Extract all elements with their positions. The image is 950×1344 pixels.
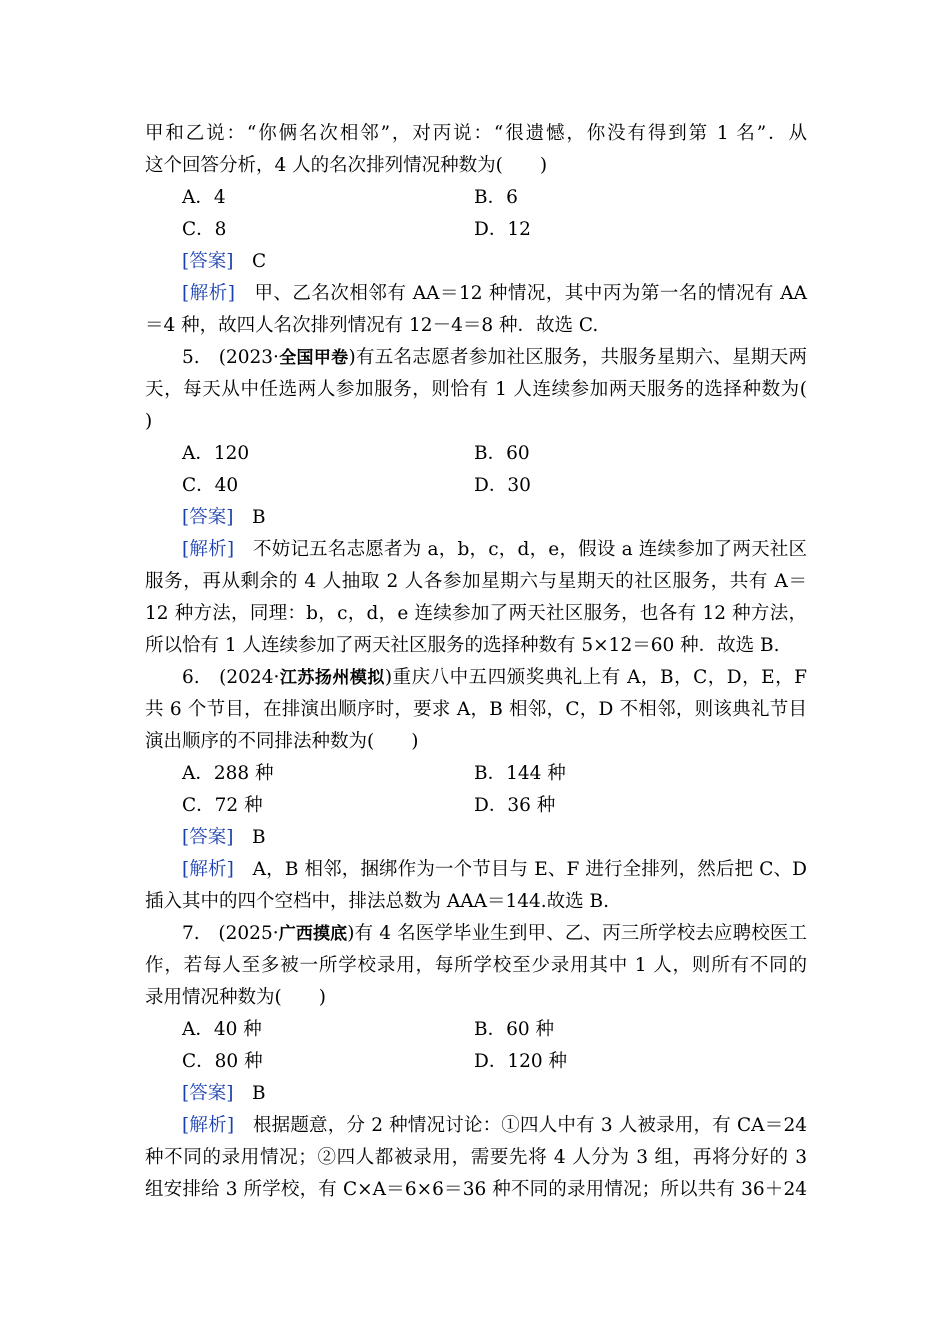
q7-stem-line-3: 录用情况种数为( ) xyxy=(145,987,326,1008)
q5-stem-line-1: 5. (2023·全国甲卷)有五名志愿者参加社区服务，共服务星期六、星期天两 xyxy=(182,347,807,368)
q5-stem-line-3: ) xyxy=(145,411,153,432)
answer-tag: [答案] xyxy=(182,827,234,848)
q7-analysis-line-3: 组安排给 3 所学校，有 C×A＝6×6＝36 种不同的录用情况；所以共有 36＋24 xyxy=(145,1179,807,1200)
answer-tag: [答案] xyxy=(182,251,234,272)
answer-tag: [答案] xyxy=(182,1083,234,1104)
q6-analysis-line-2: 插入其中的四个空档中，排法总数为 AAA＝144.故选 B. xyxy=(145,891,610,912)
q7-analysis-line-1: [解析] 根据题意，分 2 种情况讨论：①四人中有 3 人被录用，有 CA＝24 xyxy=(182,1115,807,1136)
q7-option-b: B．60 种 xyxy=(474,1019,555,1040)
q7-option-a: A．40 种 xyxy=(182,1019,262,1040)
q5-analysis-line-2: 服务，再从剩余的 4 人抽取 2 人各参加星期六与星期天的社区服务，共有 A＝ xyxy=(145,571,807,592)
q6-analysis-line-1: [解析] A，B 相邻，捆绑作为一个节目与 E、F 进行全排列，然后把 C、D xyxy=(182,859,807,880)
q5-answer xyxy=(182,502,266,534)
q6-option-b: B．144 种 xyxy=(474,763,566,784)
q7-analysis-line-2: 种不同的录用情况；②四人都被录用，需要先将 4 人分为 3 组，再将分好的 3 xyxy=(145,1147,807,1168)
q6-stem-line-2: 共 6 个节目，在排演出顺序时，要求 A，B 相邻，C，D 不相邻，则该典礼节目 xyxy=(145,699,807,720)
analysis-tag: [解析] xyxy=(182,859,234,880)
answer-value: B xyxy=(251,827,266,848)
q4-option-d: D．12 xyxy=(474,219,531,240)
q7-stem-line-1: 7. (2025·广西摸底)有 4 名医学毕业生到甲、乙、丙三所学校去应聘校医工 xyxy=(182,923,807,944)
answer-value: C xyxy=(251,251,267,272)
answer-value: B xyxy=(251,507,266,528)
analysis-tag: [解析] xyxy=(182,539,235,560)
q5-option-c: C．40 xyxy=(182,475,239,496)
analysis-tag: [解析] xyxy=(182,1115,235,1136)
q4-answer xyxy=(182,246,266,278)
q5-option-a: A．120 xyxy=(182,443,250,464)
q5-analysis-line-1: [解析] 不妨记五名志愿者为 a，b，c，d，e，假设 a 连续参加了两天社区 xyxy=(182,539,807,560)
q5-stem-line-2: 天，每天从中任选两人参加服务，则恰有 1 人连续参加两天服务的选择种数为( xyxy=(145,379,807,400)
q5-analysis-line-4: 所以恰有 1 人连续参加了两天社区服务的选择种数有 5×12＝60 种．故选 B. xyxy=(145,635,780,656)
q4-stem-line-1: 甲和乙说：“你俩名次相邻”，对丙说：“很遗憾，你没有得到第 1 名”．从 xyxy=(145,123,807,144)
answer-tag: [答案] xyxy=(182,507,234,528)
q6-option-a: A．288 种 xyxy=(182,763,274,784)
q4-option-c: C．8 xyxy=(182,219,227,240)
q6-stem-line-3: 演出顺序的不同排法种数为( ) xyxy=(145,731,419,752)
q7-option-d: D．120 种 xyxy=(474,1051,568,1072)
q7-answer xyxy=(182,1078,266,1110)
q4-option-b: B．6 xyxy=(474,187,518,208)
q5-option-b: B．60 xyxy=(474,443,530,464)
q4-analysis-line-1: [解析] 甲、乙名次相邻有 AA＝12 种情况，其中丙为第一名的情况有 AA xyxy=(182,283,807,304)
q6-option-c: C．72 种 xyxy=(182,795,263,816)
q5-source: 全国甲卷 xyxy=(278,348,349,368)
q7-stem-line-2: 作，若每人至多被一所学校录用，每所学校至少录用其中 1 人，则所有不同的 xyxy=(145,955,807,976)
q6-answer xyxy=(182,822,266,854)
q6-option-d: D．36 种 xyxy=(474,795,556,816)
q6-stem-line-1: 6. (2024·江苏扬州模拟)重庆八中五四颁奖典礼上有 A，B，C，D，E，F xyxy=(182,667,807,688)
q4-analysis-line-2: ＝4 种，故四人名次排列情况有 12－4＝8 种．故选 C. xyxy=(145,315,599,336)
answer-value: B xyxy=(251,1083,266,1104)
q4-option-a: A．4 xyxy=(182,187,226,208)
analysis-tag: [解析] xyxy=(182,283,235,304)
q4-stem-line-2: 这个回答分析，4 人的名次排列情况种数为( ) xyxy=(145,155,548,176)
q5-analysis-line-3: 12 种方法，同理：b，c，d，e 连续参加了两天社区服务，也各有 12 种方法， xyxy=(145,603,807,624)
q5-option-d: D．30 xyxy=(474,475,531,496)
q6-source: 江苏扬州模拟 xyxy=(279,668,385,688)
q7-source: 广西摸底 xyxy=(278,924,348,944)
q7-option-c: C．80 种 xyxy=(182,1051,263,1072)
